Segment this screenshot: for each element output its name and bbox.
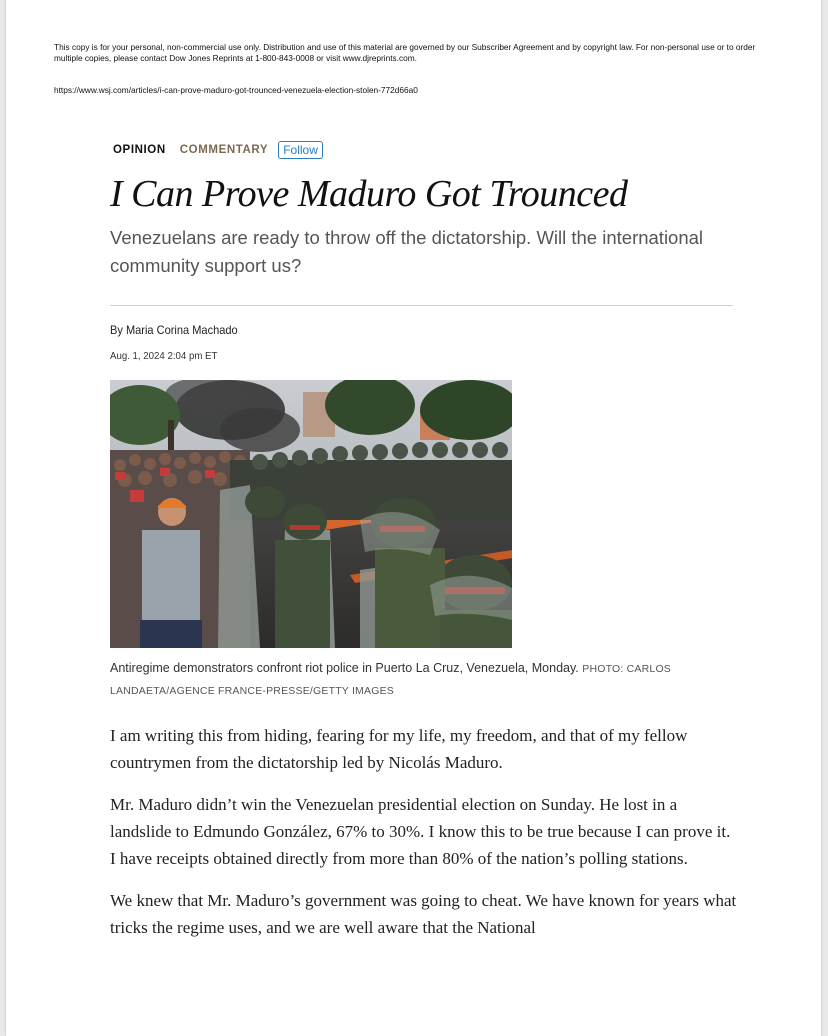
byline-prefix: By [110, 323, 123, 337]
reprint-notice: This copy is for your personal, non-commercial use only. Distribution and use of this material are governed by our Subscriber Agreement and by copyright law. For non-personal use or to order multiple copies, please contact Dow Jones Reprints at 1-800-843-0008 or visit www.djreprints.com. [54, 42, 756, 63]
publish-date: Aug. 1, 2024 2:04 pm [110, 350, 203, 362]
photo-caption [110, 658, 735, 702]
divider [110, 305, 733, 306]
body-paragraph: I am writing this from hiding, fearing for my life, my freedom, and that of my fellow countrymen from the dictatorship led by Nicolás Maduro. [110, 726, 688, 772]
section-label[interactable]: OPINION [113, 144, 166, 156]
article-url: https://www.wsj.com/articles/i-can-prove-maduro-got-trounced-venezuela-election-stolen-772d66a0 [54, 85, 418, 95]
caption-text: Antiregime demonstrators confront riot police in Puerto La Cruz, Venezuela, Monday. [110, 661, 579, 675]
byline [110, 323, 238, 337]
photo-credit: PHOTO: CARLOS LANDAETA/AGENCE FRANCE-PRESSE/GETTY IMAGES [110, 663, 672, 697]
article-photo [110, 380, 512, 648]
follow-button[interactable]: Follow [278, 141, 323, 159]
body-paragraph: We knew that Mr. Maduro’s government was going to cheat. We have known for years what tricks the regime uses, and we are well aware that the National [110, 891, 737, 937]
section-kicker [113, 140, 323, 160]
article-body [110, 722, 740, 956]
headline: I Can Prove Maduro Got Trounced [110, 173, 628, 215]
document-page [6, 0, 821, 1036]
author-link[interactable]: Maria Corina Machado [125, 323, 238, 337]
body-paragraph: Mr. Maduro didn’t win the Venezuelan presidential election on Sunday. He lost in a landslide to Edmundo González, 67% to 30%. I know this to be true because I can prove it. I have receipts obtained directly from more than 80% of the nation’s polling stations. [110, 795, 731, 868]
dek-subheadline: Venezuelans are ready to throw off the dictatorship. Will the international community support us? [110, 227, 704, 276]
timezone: ET [205, 350, 218, 362]
timestamp [110, 350, 217, 362]
subsection-label[interactable]: COMMENTARY [179, 144, 269, 156]
